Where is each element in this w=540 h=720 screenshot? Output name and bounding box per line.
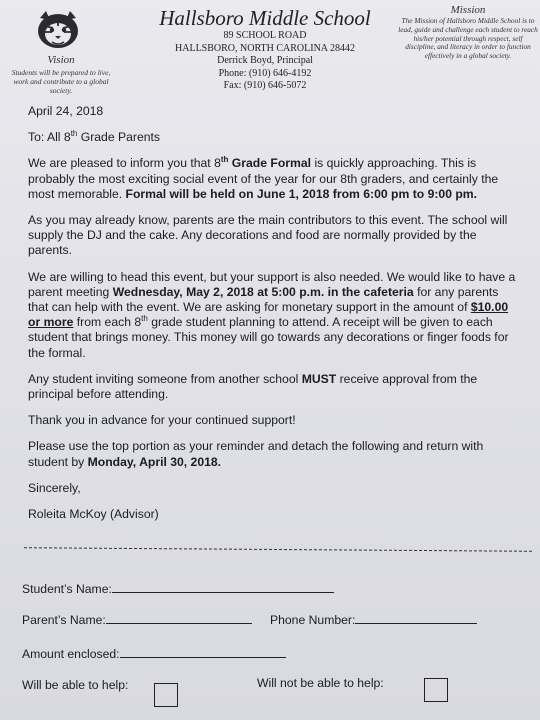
letter-closing: Sincerely,: [28, 480, 81, 495]
phone-number-label: Phone Number:: [270, 613, 356, 627]
letter-date: April 24, 2018: [28, 104, 104, 118]
letter-signature: Roleita McKoy (Advisor): [28, 507, 159, 522]
paragraph-parent-meeting: [28, 270, 518, 361]
letter-body: [28, 104, 518, 533]
school-phone: Phone: (910) 646-4192: [218, 67, 312, 79]
tiger-mascot-logo: [28, 8, 88, 52]
student-name-row: [22, 580, 334, 596]
p4-text-2: receive approval from the principal before attending.: [28, 371, 478, 402]
will-not-help-label: Will not be able to help:: [257, 676, 384, 690]
school-address-city: HALLSBORO, NORTH CAROLINA 28442: [175, 42, 355, 54]
paragraph-contributors: As you may already know, parents are the main contributors to this event. The school will supply the DJ and the cake. Any decorations and food are normally provided by the parents.: [28, 213, 508, 258]
p3-text-4: grade student planning to attend. A receipt will be given to each student that brings money. This money will go towards any decorations or finger foods for the formal.: [28, 315, 509, 360]
p3-text-2: for any parents that can help with the event. We are asking for monetary support in the amount of: [28, 284, 499, 315]
p3-text-3: from each 8: [73, 315, 142, 330]
mission-text: The Mission of Hallsboro Middle School is to lead, guide and challenge each student to reach his/her potential through respect, self discipline, and literacy in order to function effectively in a global society.: [398, 16, 538, 61]
parent-name-row: [22, 611, 252, 627]
amount-enclosed-field[interactable]: [120, 645, 286, 658]
p6-text: Please use the top portion as your reminder and detach the following and return with student by: [28, 439, 484, 469]
phone-number-field[interactable]: [355, 611, 477, 624]
p3-amount: $10.00 or more: [28, 300, 509, 330]
paragraph-thanks: Thank you in advance for your continued support!: [28, 413, 296, 428]
p3-sup: th: [141, 314, 148, 324]
amount-row: [22, 645, 286, 661]
vision-text: Students will be prepared to live, work and contribute to a global society.: [11, 68, 111, 95]
p4-text: Any student inviting someone from another school: [28, 371, 302, 386]
school-address-street: 89 SCHOOL ROAD: [223, 30, 307, 41]
school-fax: Fax: (910) 646-5072: [223, 80, 307, 91]
school-header: [130, 6, 400, 93]
p1-bold: Grade Formal: [228, 156, 312, 171]
student-name-field[interactable]: [112, 580, 334, 593]
p1-sup: th: [220, 155, 229, 165]
letter-recipient: [28, 130, 518, 145]
recipient-text: To: All 8: [28, 130, 71, 145]
p1-text: We are pleased to inform you that 8: [28, 156, 221, 171]
detach-line: [24, 547, 532, 552]
recipient-sup: th: [70, 129, 78, 139]
p3-meeting-time: Wednesday, May 2, 2018 at 5:00 p.m. in the cafeteria: [112, 284, 414, 299]
will-not-help-checkbox[interactable]: [424, 678, 448, 702]
parent-name-field[interactable]: [106, 611, 252, 624]
phone-number-row: [270, 611, 477, 627]
p1-text-2: is quickly approaching. This is probably the most exciting social event of the year for our 8th graders, and certainly the most memorable.: [28, 156, 499, 201]
recipient-text-end: Grade Parents: [77, 130, 161, 145]
will-help-checkbox[interactable]: [154, 683, 178, 707]
parent-name-label: Parent’s Name:: [22, 613, 106, 627]
help-label-row: [22, 678, 128, 692]
p4-must: MUST: [301, 371, 337, 386]
vision-block: [6, 54, 116, 95]
paragraph-formal-announcement: [28, 156, 518, 202]
student-name-label: Student’s Name:: [22, 582, 112, 596]
school-principal: Derrick Boyd, Principal: [217, 55, 313, 66]
p6-return-date: Monday, April 30, 2018.: [87, 454, 222, 469]
p3-text: We are willing to head this event, but your support is also needed. We would like to have a parent meeting: [28, 269, 516, 299]
mission-block: [398, 4, 538, 61]
mission-title: Mission: [450, 4, 486, 16]
p1-event-date: Formal will be held on June 1, 2018 from 6:00 pm to 9:00 pm.: [125, 186, 478, 201]
amount-enclosed-label: Amount enclosed:: [22, 647, 120, 661]
paragraph-approval: [28, 372, 518, 402]
paragraph-return-instructions: [28, 439, 518, 469]
school-name: Hallsboro Middle School: [159, 6, 371, 30]
vision-title: Vision: [47, 54, 75, 66]
nohelp-label-row: [257, 676, 384, 690]
will-help-label: Will be able to help:: [22, 678, 129, 692]
